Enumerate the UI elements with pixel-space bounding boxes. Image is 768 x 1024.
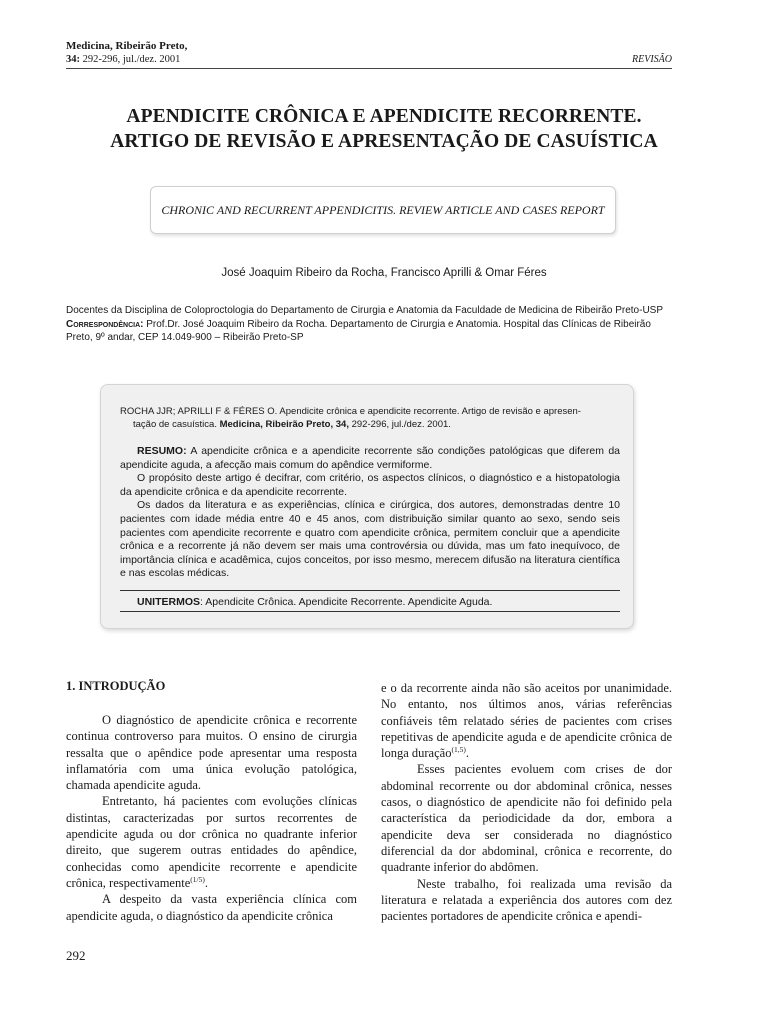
intro-p3-cont-text: e o da recorrente ainda não são aceitos por unanimidade. No entanto, nos últimos anos, várias referências confiáveis têm relatado séries de pacientes com crises repetitivas de apendicite aguda e de apendicite crônica de longa duração — [381, 681, 672, 761]
correspondence-text: Prof.Dr. José Joaquim Ribeiro da Rocha. Departamento de Cirurgia e Anatomia. Hospital das Clínicas de Ribeirão Preto, 9º andar, CEP 14.049-900 – Ribeirão Preto-SP — [66, 318, 651, 343]
affiliation-line: Docentes da Disciplina de Coloproctologia do Departamento de Cirurgia e Anatomia da Faculdade de Medicina de Ribeirão Preto-USP — [66, 305, 664, 316]
intro-paragraph-2 — [66, 793, 357, 891]
citation-line2-a: tação de casuística. — [133, 419, 220, 430]
header-divider — [66, 68, 672, 69]
section-heading: 1. INTRODUÇÃO — [66, 679, 166, 693]
affiliation — [66, 304, 678, 345]
unitermos-bottom-rule — [120, 611, 620, 612]
abstract-citation — [120, 405, 620, 431]
citation-line1: ROCHA JJR; APRILLI F & FÉRES O. Apendicite crônica e apendicite recorrente. Artigo de revisão e apresen- — [120, 406, 581, 417]
resumo-paragraph-3: Os dados da literatura e as experiências, clínica e cirúrgica, dos autores, demonstradas dentre 10 pacientes com idade média entre 40 e 45 anos, com distribuição similar quanto ao sexo, sendo seis pacientes com apendicite recorrente e quatro com apendicite crônica, permitem concluir que a apendicite crônica e a recorrente já não devem ser mais uma controvérsia ou dúvida, mas um fato inequívoco, de importância clínica e acadêmica, cujos conceitos, por isso mesmo, merecem difusão na literatura científica e nas escolas médicas. — [120, 499, 620, 580]
intro-p3-end: . — [465, 746, 469, 761]
correspondence — [66, 318, 678, 345]
citation-line2-b: 292-296, jul./dez. 2001. — [348, 419, 451, 430]
intro-p2-ref: (1/5) — [190, 874, 205, 884]
resumo-paragraph-1 — [120, 445, 620, 472]
page-number: 292 — [66, 948, 86, 963]
journal-issue-info: 292-296, jul./dez. 2001 — [80, 54, 181, 65]
intro-paragraph-3: A despeito da vasta experiência clínica com apendicite aguda, o diagnóstico da apendicite crônica — [66, 892, 357, 923]
resumo-paragraph-2: O propósito deste artigo é decifrar, com critério, os aspectos clínicos, o diagnóstico e a histopatologia da apendicite crônica e da apendicite recorrente. — [120, 472, 620, 498]
intro-paragraph-5: Neste trabalho, foi realizada uma revisão da literatura e relatada a experiência dos autores com dez pacientes portadores de apendicite crônica e apendi- — [381, 876, 672, 924]
article-title — [66, 104, 702, 154]
authors: José Joaquim Ribeiro da Rocha, Francisco Aprilli & Omar Féres — [221, 267, 547, 279]
citation-line2 — [120, 418, 620, 431]
intro-p2-text: Entretanto, há pacientes com evoluções clínicas distintas, caracterizadas por surtos recorrentes de apendicite aguda ou dor crônica no quadrante inferior direito, que sugerem outras entidades do apêndice, conhecidas como apendicite recorrente e apendicite crônica, respectivamente — [66, 794, 357, 890]
unitermos-label: UNITERMOS — [137, 596, 200, 608]
citation-journal: Medicina, Ribeirão Preto, 34, — [219, 419, 349, 430]
resumo-p1-text: A apendicite crônica e a apendicite recorrente são condições patológicas que diferem da apendicite aguda, a afecção mais comum do apêndice vermiforme. — [120, 445, 620, 471]
intro-paragraph-4: Esses pacientes evoluem com crises de dor abdominal recorrente ou dor abdominal crônica, nesses casos, o diagnóstico de apendicite não foi definido pela característica da periodicidade da dor, embora a apendicite deva ser considerada no diagnóstico diferencial da dor abdominal, crônica e recorrente, do quadrante inferior do abdômen. — [381, 762, 672, 875]
journal-name: Medicina, Ribeirão Preto, — [66, 40, 188, 52]
correspondence-label: Correspondência: — [66, 318, 144, 330]
intro-paragraph-3-cont — [381, 680, 672, 761]
english-title-box — [150, 186, 616, 234]
resumo — [120, 445, 620, 581]
intro-paragraph-1: O diagnóstico de apendicite crônica e recorrente continua controverso para muitos. O ensino de cirurgia ressalta que o apêndice pode apresentar uma resposta inflamatória com uma única evolução patológica, chamada apendicite aguda. — [66, 713, 357, 793]
left-column — [66, 712, 357, 924]
article-title-line1: APENDICITE CRÔNICA E APENDICITE RECORRENTE. — [126, 106, 642, 127]
intro-p2-end: . — [204, 875, 208, 890]
unitermos-text: : Apendicite Crônica. Apendicite Recorrente. Apendicite Aguda. — [200, 596, 493, 608]
resumo-label: RESUMO: — [137, 445, 187, 457]
unitermos — [137, 596, 492, 608]
section-tag: REVISÃO — [632, 54, 672, 65]
journal-issue — [66, 54, 180, 65]
right-column — [381, 680, 672, 924]
english-title: CHRONIC AND RECURRENT APPENDICITIS. REVIEW ARTICLE AND CASES REPORT — [161, 202, 605, 217]
unitermos-top-rule — [120, 590, 620, 591]
intro-p3-ref: (1,5) — [451, 745, 466, 755]
article-title-line2: ARTIGO DE REVISÃO E APRESENTAÇÃO DE CASUÍSTICA — [110, 131, 658, 152]
journal-volume: 34: — [66, 54, 80, 65]
